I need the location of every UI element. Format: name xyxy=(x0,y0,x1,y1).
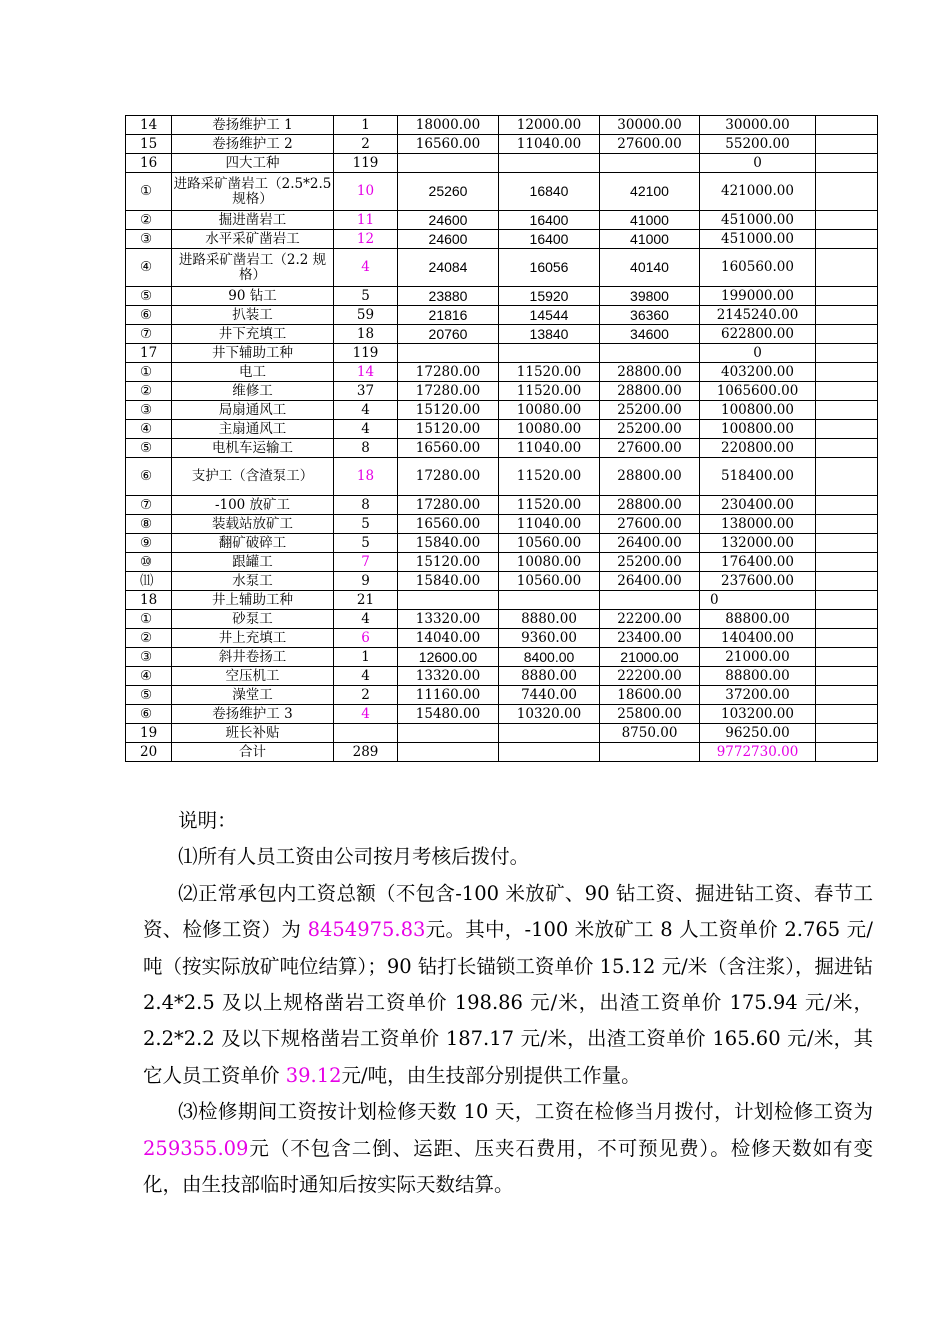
headcount-cell: 14 xyxy=(334,363,398,382)
row-number-cell: 16 xyxy=(126,154,172,173)
empty-cell xyxy=(816,553,878,572)
headcount-cell: 8 xyxy=(334,496,398,515)
table-row xyxy=(126,496,878,515)
headcount-cell: 11 xyxy=(334,211,398,230)
empty-cell xyxy=(816,572,878,591)
value-cell-a: 20760 xyxy=(398,325,499,344)
job-name-cell: 卷扬维护工 2 xyxy=(172,135,334,154)
table-row xyxy=(126,534,878,553)
job-name-cell: 局扇通风工 xyxy=(172,401,334,420)
job-name-cell: 卷扬维护工 3 xyxy=(172,705,334,724)
amount-cell: 103200.00 xyxy=(700,705,816,724)
amount-cell: 37200.00 xyxy=(700,686,816,705)
amount-cell: 237600.00 xyxy=(700,572,816,591)
value-cell-c: 42100 xyxy=(600,173,700,211)
value-cell-c xyxy=(600,591,700,610)
table-row xyxy=(126,287,878,306)
table-row xyxy=(126,154,878,173)
job-name-cell: 斜井卷扬工 xyxy=(172,648,334,667)
row-number-cell: ③ xyxy=(126,230,172,249)
row-number-cell: ① xyxy=(126,610,172,629)
job-name-cell: 空压机工 xyxy=(172,667,334,686)
value-cell-c: 25200.00 xyxy=(600,553,700,572)
row-number-cell: ② xyxy=(126,629,172,648)
table-row xyxy=(126,724,878,743)
amount-cell: 451000.00 xyxy=(700,211,816,230)
headcount-cell: 12 xyxy=(334,230,398,249)
note-3 xyxy=(143,1094,873,1203)
row-number-cell: 19 xyxy=(126,724,172,743)
empty-cell xyxy=(816,496,878,515)
empty-cell xyxy=(816,705,878,724)
note-2 xyxy=(143,876,873,1094)
job-name-cell: 井上辅助工种 xyxy=(172,591,334,610)
value-cell-a: 15120.00 xyxy=(398,420,499,439)
table-row xyxy=(126,515,878,534)
headcount-cell: 289 xyxy=(334,743,398,762)
value-cell-b: 16400 xyxy=(499,230,600,249)
value-cell-b: 11040.00 xyxy=(499,515,600,534)
row-number-cell: 18 xyxy=(126,591,172,610)
table-row xyxy=(126,306,878,325)
value-cell-b: 8400.00 xyxy=(499,648,600,667)
amount-cell: 0 xyxy=(700,591,816,610)
headcount-cell: 119 xyxy=(334,154,398,173)
value-cell-b: 16840 xyxy=(499,173,600,211)
value-cell-b xyxy=(499,591,600,610)
value-cell-c: 28800.00 xyxy=(600,382,700,401)
empty-cell xyxy=(816,439,878,458)
row-number-cell: ⑩ xyxy=(126,553,172,572)
job-name-cell: 井上充填工 xyxy=(172,629,334,648)
amount-cell: 403200.00 xyxy=(700,363,816,382)
row-number-cell: ⑤ xyxy=(126,686,172,705)
row-number-cell: ⑾ xyxy=(126,572,172,591)
value-cell-c: 30000.00 xyxy=(600,116,700,135)
value-cell-c xyxy=(600,344,700,363)
empty-cell xyxy=(816,629,878,648)
value-cell-a: 13320.00 xyxy=(398,667,499,686)
job-name-cell: -100 放矿工 xyxy=(172,496,334,515)
amount-cell: 30000.00 xyxy=(700,116,816,135)
headcount-cell: 18 xyxy=(334,458,398,496)
value-cell-a: 17280.00 xyxy=(398,382,499,401)
highlighted-value: 39.12 xyxy=(285,1063,342,1087)
empty-cell xyxy=(816,401,878,420)
headcount-cell: 59 xyxy=(334,306,398,325)
value-cell-b: 14544 xyxy=(499,306,600,325)
headcount-cell: 119 xyxy=(334,344,398,363)
table-row xyxy=(126,173,878,211)
value-cell-b xyxy=(499,154,600,173)
row-number-cell: 14 xyxy=(126,116,172,135)
amount-cell: 622800.00 xyxy=(700,325,816,344)
table-row xyxy=(126,743,878,762)
row-number-cell: ⑦ xyxy=(126,496,172,515)
row-number-cell: 20 xyxy=(126,743,172,762)
value-cell-a: 14040.00 xyxy=(398,629,499,648)
row-number-cell: ③ xyxy=(126,401,172,420)
note-text: ⑶检修期间工资按计划检修天数 10 天，工资在检修当月拨付，计划检修工资为 xyxy=(178,1100,873,1124)
amount-cell: 21000.00 xyxy=(700,648,816,667)
empty-cell xyxy=(816,211,878,230)
table-row xyxy=(126,325,878,344)
amount-cell: 451000.00 xyxy=(700,230,816,249)
empty-cell xyxy=(816,724,878,743)
headcount-cell xyxy=(334,724,398,743)
value-cell-c: 26400.00 xyxy=(600,572,700,591)
amount-cell: 199000.00 xyxy=(700,287,816,306)
empty-cell xyxy=(816,743,878,762)
notes-section xyxy=(143,803,873,1203)
job-name-cell: 进路采矿凿岩工（2.5*2.5 规格） xyxy=(172,173,334,211)
amount-cell: 55200.00 xyxy=(700,135,816,154)
value-cell-c: 25200.00 xyxy=(600,401,700,420)
value-cell-a: 17280.00 xyxy=(398,458,499,496)
value-cell-c: 18600.00 xyxy=(600,686,700,705)
job-name-cell: 砂泵工 xyxy=(172,610,334,629)
empty-cell xyxy=(816,610,878,629)
value-cell-b: 12000.00 xyxy=(499,116,600,135)
row-number-cell: ④ xyxy=(126,420,172,439)
amount-cell: 88800.00 xyxy=(700,610,816,629)
empty-cell xyxy=(816,648,878,667)
value-cell-b: 10560.00 xyxy=(499,534,600,553)
empty-cell xyxy=(816,344,878,363)
empty-cell xyxy=(816,249,878,287)
row-number-cell: ② xyxy=(126,211,172,230)
headcount-cell: 21 xyxy=(334,591,398,610)
empty-cell xyxy=(816,325,878,344)
amount-cell: 421000.00 xyxy=(700,173,816,211)
table-row xyxy=(126,686,878,705)
empty-cell xyxy=(816,230,878,249)
empty-cell xyxy=(816,534,878,553)
row-number-cell: ① xyxy=(126,363,172,382)
row-number-cell: 15 xyxy=(126,135,172,154)
headcount-cell: 4 xyxy=(334,401,398,420)
amount-cell: 132000.00 xyxy=(700,534,816,553)
value-cell-a: 11160.00 xyxy=(398,686,499,705)
row-number-cell: ⑥ xyxy=(126,705,172,724)
job-name-cell: 水泵工 xyxy=(172,572,334,591)
headcount-cell: 1 xyxy=(334,116,398,135)
empty-cell xyxy=(816,591,878,610)
row-number-cell: ④ xyxy=(126,667,172,686)
value-cell-c: 27600.00 xyxy=(600,135,700,154)
headcount-cell: 9 xyxy=(334,572,398,591)
table-row xyxy=(126,629,878,648)
value-cell-c: 41000 xyxy=(600,211,700,230)
value-cell-b xyxy=(499,724,600,743)
value-cell-b: 11520.00 xyxy=(499,458,600,496)
value-cell-c: 41000 xyxy=(600,230,700,249)
value-cell-a: 16560.00 xyxy=(398,135,499,154)
job-name-cell: 班长补贴 xyxy=(172,724,334,743)
value-cell-a: 18000.00 xyxy=(398,116,499,135)
table-row xyxy=(126,135,878,154)
amount-cell: 2145240.00 xyxy=(700,306,816,325)
amount-cell: 88800.00 xyxy=(700,667,816,686)
value-cell-a: 15120.00 xyxy=(398,553,499,572)
value-cell-a xyxy=(398,154,499,173)
value-cell-c: 8750.00 xyxy=(600,724,700,743)
value-cell-a: 16560.00 xyxy=(398,439,499,458)
job-name-cell: 支护工（含渣泵工） xyxy=(172,458,334,496)
headcount-cell: 4 xyxy=(334,705,398,724)
value-cell-c: 25200.00 xyxy=(600,420,700,439)
value-cell-b: 8880.00 xyxy=(499,610,600,629)
row-number-cell: ⑤ xyxy=(126,439,172,458)
job-name-cell: 水平采矿凿岩工 xyxy=(172,230,334,249)
value-cell-c: 34600 xyxy=(600,325,700,344)
note-text: 元（不包含二倒、运距、压夹石费用，不可预见费）。检修天数如有变化，由生技部临时通知后按实际天数结算。 xyxy=(143,1136,873,1197)
value-cell-b: 9360.00 xyxy=(499,629,600,648)
value-cell-c: 23400.00 xyxy=(600,629,700,648)
value-cell-b: 10080.00 xyxy=(499,401,600,420)
amount-cell: 9772730.00 xyxy=(700,743,816,762)
note-text: 元/吨，由生技部分别提供工作量。 xyxy=(341,1063,641,1087)
headcount-cell: 7 xyxy=(334,553,398,572)
value-cell-a: 15480.00 xyxy=(398,705,499,724)
amount-cell: 100800.00 xyxy=(700,420,816,439)
headcount-cell: 4 xyxy=(334,249,398,287)
value-cell-b: 11520.00 xyxy=(499,363,600,382)
value-cell-a: 16560.00 xyxy=(398,515,499,534)
amount-cell: 160560.00 xyxy=(700,249,816,287)
value-cell-c: 27600.00 xyxy=(600,439,700,458)
table-row xyxy=(126,458,878,496)
amount-cell: 140400.00 xyxy=(700,629,816,648)
value-cell-b: 10080.00 xyxy=(499,420,600,439)
headcount-cell: 18 xyxy=(334,325,398,344)
value-cell-a: 13320.00 xyxy=(398,610,499,629)
value-cell-a: 21816 xyxy=(398,306,499,325)
job-name-cell: 掘进凿岩工 xyxy=(172,211,334,230)
row-number-cell: 17 xyxy=(126,344,172,363)
headcount-cell: 5 xyxy=(334,515,398,534)
value-cell-a: 23880 xyxy=(398,287,499,306)
table-row xyxy=(126,705,878,724)
table-row xyxy=(126,420,878,439)
table-row xyxy=(126,667,878,686)
empty-cell xyxy=(816,382,878,401)
job-name-cell: 合计 xyxy=(172,743,334,762)
job-name-cell: 维修工 xyxy=(172,382,334,401)
value-cell-c: 36360 xyxy=(600,306,700,325)
empty-cell xyxy=(816,515,878,534)
value-cell-a: 15120.00 xyxy=(398,401,499,420)
value-cell-b: 7440.00 xyxy=(499,686,600,705)
row-number-cell: ① xyxy=(126,173,172,211)
empty-cell xyxy=(816,173,878,211)
notes-title: 说明： xyxy=(178,809,237,832)
value-cell-b: 11040.00 xyxy=(499,439,600,458)
value-cell-c: 39800 xyxy=(600,287,700,306)
job-name-cell: 电机车运输工 xyxy=(172,439,334,458)
wage-table xyxy=(125,115,878,762)
value-cell-b: 10560.00 xyxy=(499,572,600,591)
value-cell-b: 8880.00 xyxy=(499,667,600,686)
empty-cell xyxy=(816,154,878,173)
value-cell-b: 11040.00 xyxy=(499,135,600,154)
value-cell-a xyxy=(398,344,499,363)
amount-cell: 230400.00 xyxy=(700,496,816,515)
value-cell-b xyxy=(499,743,600,762)
job-name-cell: 主扇通风工 xyxy=(172,420,334,439)
value-cell-c: 25800.00 xyxy=(600,705,700,724)
empty-cell xyxy=(816,686,878,705)
amount-cell: 0 xyxy=(700,154,816,173)
job-name-cell: 澡堂工 xyxy=(172,686,334,705)
table-row xyxy=(126,344,878,363)
value-cell-a xyxy=(398,724,499,743)
job-name-cell: 卷扬维护工 1 xyxy=(172,116,334,135)
row-number-cell: ⑨ xyxy=(126,534,172,553)
row-number-cell: ⑦ xyxy=(126,325,172,344)
value-cell-a: 25260 xyxy=(398,173,499,211)
job-name-cell: 井下充填工 xyxy=(172,325,334,344)
value-cell-a: 24600 xyxy=(398,211,499,230)
table-row xyxy=(126,553,878,572)
row-number-cell: ⑥ xyxy=(126,306,172,325)
note-1: ⑴所有人员工资由公司按月考核后拨付。 xyxy=(178,845,530,869)
amount-cell: 138000.00 xyxy=(700,515,816,534)
headcount-cell: 2 xyxy=(334,135,398,154)
value-cell-c: 27600.00 xyxy=(600,515,700,534)
headcount-cell: 2 xyxy=(334,686,398,705)
value-cell-b: 16056 xyxy=(499,249,600,287)
table-row xyxy=(126,249,878,287)
job-name-cell: 扒装工 xyxy=(172,306,334,325)
value-cell-b: 16400 xyxy=(499,211,600,230)
value-cell-a xyxy=(398,591,499,610)
job-name-cell: 装载站放矿工 xyxy=(172,515,334,534)
value-cell-a: 15840.00 xyxy=(398,572,499,591)
value-cell-b: 10080.00 xyxy=(499,553,600,572)
headcount-cell: 5 xyxy=(334,287,398,306)
empty-cell xyxy=(816,116,878,135)
amount-cell: 96250.00 xyxy=(700,724,816,743)
value-cell-a: 17280.00 xyxy=(398,363,499,382)
row-number-cell: ③ xyxy=(126,648,172,667)
value-cell-a: 17280.00 xyxy=(398,496,499,515)
row-number-cell: ⑥ xyxy=(126,458,172,496)
value-cell-c: 28800.00 xyxy=(600,458,700,496)
empty-cell xyxy=(816,135,878,154)
value-cell-c: 28800.00 xyxy=(600,496,700,515)
job-name-cell: 翻矿破碎工 xyxy=(172,534,334,553)
value-cell-b: 15920 xyxy=(499,287,600,306)
value-cell-a: 24600 xyxy=(398,230,499,249)
note-text: ⑵正常承包内工资总额（不包含-100 米放矿、90 钻工资、掘进钻工资、春节工资、检修工资）为 xyxy=(143,881,873,942)
headcount-cell: 6 xyxy=(334,629,398,648)
amount-cell: 220800.00 xyxy=(700,439,816,458)
row-number-cell: ⑤ xyxy=(126,287,172,306)
highlighted-value: 259355.09 xyxy=(143,1136,249,1160)
table-row xyxy=(126,648,878,667)
table-row xyxy=(126,382,878,401)
note-text: 元。其中，-100 米放矿工 8 人工资单价 2.765 元/吨（按实际放矿吨位结算）；90 钻打长锚锁工资单价 15.12 元/米（含注浆），掘进钻 2.4*2.5 及以上规格凿岩工资单价 198.86 元/米，出渣工资单价 175.94 元/米，2.2*2.2 及以下规格凿岩工资单价 187.17 元/米，出渣工资单价 165.60 元/米，其它人员工资单价 xyxy=(143,918,874,1087)
amount-cell: 518400.00 xyxy=(700,458,816,496)
table-row xyxy=(126,116,878,135)
empty-cell xyxy=(816,287,878,306)
value-cell-a: 15840.00 xyxy=(398,534,499,553)
job-name-cell: 井下辅助工种 xyxy=(172,344,334,363)
value-cell-c: 22200.00 xyxy=(600,610,700,629)
value-cell-b: 10320.00 xyxy=(499,705,600,724)
value-cell-b xyxy=(499,344,600,363)
value-cell-c: 21000.00 xyxy=(600,648,700,667)
value-cell-c: 22200.00 xyxy=(600,667,700,686)
row-number-cell: ④ xyxy=(126,249,172,287)
value-cell-a: 12600.00 xyxy=(398,648,499,667)
headcount-cell: 5 xyxy=(334,534,398,553)
headcount-cell: 4 xyxy=(334,610,398,629)
job-name-cell: 进路采矿凿岩工（2.2 规格） xyxy=(172,249,334,287)
row-number-cell: ② xyxy=(126,382,172,401)
table-row xyxy=(126,363,878,382)
empty-cell xyxy=(816,458,878,496)
highlighted-value: 8454975.83 xyxy=(307,918,426,942)
job-name-cell: 电工 xyxy=(172,363,334,382)
value-cell-b: 13840 xyxy=(499,325,600,344)
table-row xyxy=(126,610,878,629)
value-cell-b: 11520.00 xyxy=(499,496,600,515)
job-name-cell: 90 钻工 xyxy=(172,287,334,306)
headcount-cell: 8 xyxy=(334,439,398,458)
headcount-cell: 1 xyxy=(334,648,398,667)
value-cell-c xyxy=(600,743,700,762)
table-row xyxy=(126,230,878,249)
value-cell-c: 40140 xyxy=(600,249,700,287)
amount-cell: 100800.00 xyxy=(700,401,816,420)
job-name-cell: 跟罐工 xyxy=(172,553,334,572)
value-cell-c: 28800.00 xyxy=(600,363,700,382)
empty-cell xyxy=(816,667,878,686)
table-row xyxy=(126,439,878,458)
value-cell-a: 24084 xyxy=(398,249,499,287)
empty-cell xyxy=(816,420,878,439)
value-cell-a xyxy=(398,743,499,762)
headcount-cell: 37 xyxy=(334,382,398,401)
job-name-cell: 四大工种 xyxy=(172,154,334,173)
headcount-cell: 4 xyxy=(334,667,398,686)
headcount-cell: 4 xyxy=(334,420,398,439)
headcount-cell: 10 xyxy=(334,173,398,211)
table-row xyxy=(126,401,878,420)
empty-cell xyxy=(816,363,878,382)
value-cell-c: 26400.00 xyxy=(600,534,700,553)
table-row xyxy=(126,211,878,230)
value-cell-b: 11520.00 xyxy=(499,382,600,401)
table-row xyxy=(126,572,878,591)
amount-cell: 1065600.00 xyxy=(700,382,816,401)
amount-cell: 0 xyxy=(700,344,816,363)
row-number-cell: ⑧ xyxy=(126,515,172,534)
amount-cell: 176400.00 xyxy=(700,553,816,572)
empty-cell xyxy=(816,306,878,325)
value-cell-c xyxy=(600,154,700,173)
table-row xyxy=(126,591,878,610)
